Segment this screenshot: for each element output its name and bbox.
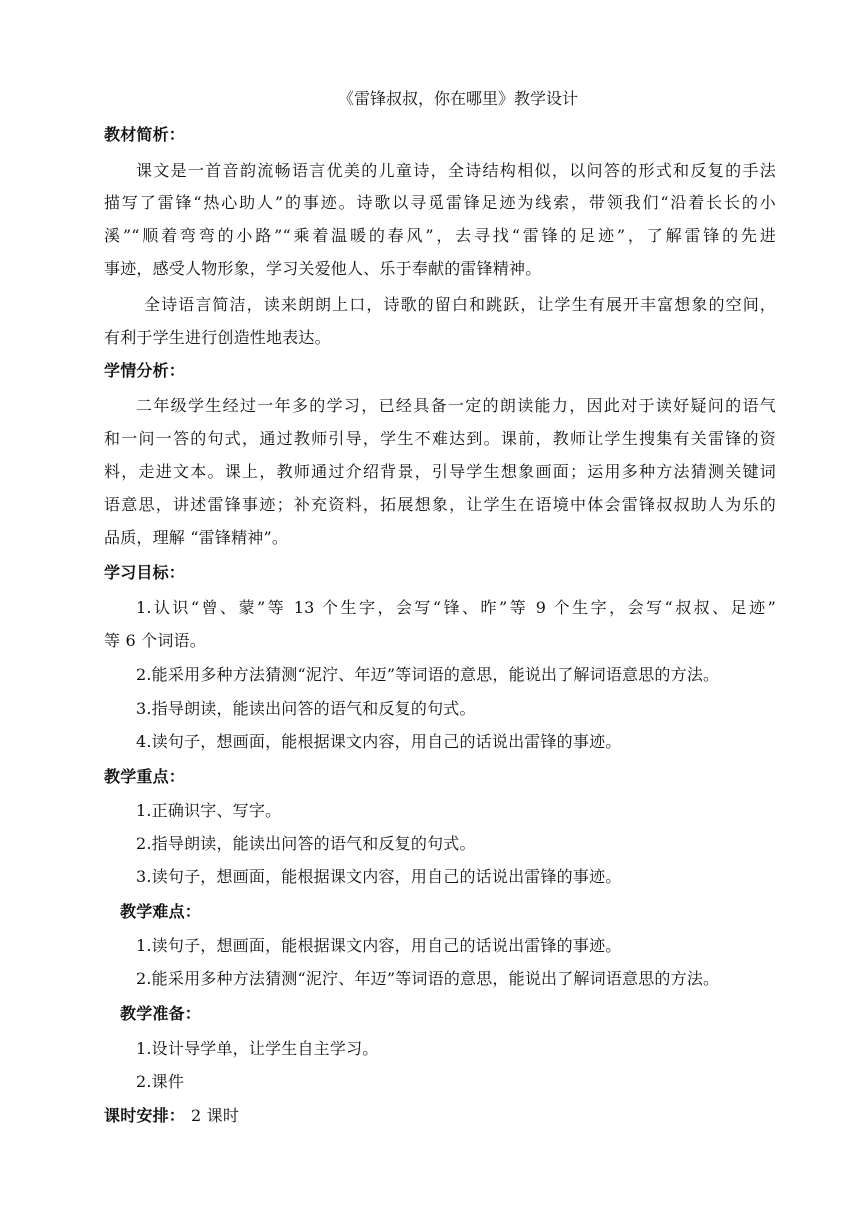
document-title: 《雷锋叔叔，你在哪里》教学设计 [337,89,578,108]
goal-item-3: 3.指导朗读，能读出问答的语气和反复的句式。 [136,699,476,718]
paragraph-line: 和一问一答的句式，通过教师引导，学生不难达到。课前，教师让学生搜集有关雷锋的资 [104,429,776,448]
key-point-item: 2.指导朗读，能读出问答的语气和反复的句式。 [136,834,476,853]
paragraph-line: 语意思，讲述雷锋事迹；补充资料，拓展想象，让学生在语境中体会雷锋叔叔助人为乐的 [104,495,776,514]
goal-item-4: 4.读句子，想画面，能根据课文内容，用自己的话说出雷锋的事迹。 [136,732,622,751]
section-heading-learner: 学情分析： [104,361,186,380]
paragraph-line: 全诗语言简洁，读来朗朗上口，诗歌的留白和跳跃，让学生有展开丰富想象的空间， [144,295,776,314]
section-heading-goals: 学习目标： [104,563,186,582]
difficulty-item: 2.能采用多种方法猜测“泥泞、年迈”等词语的意思，能说出了解词语意思的方法。 [136,969,720,988]
section-heading-textbook: 教材简析： [104,125,186,144]
schedule-value: 2 课时 [191,1106,240,1125]
paragraph-line: 描写了雷锋“热心助人”的事迹。诗歌以寻觅雷锋足迹为线索，带领我们“沿着长长的小 [104,193,776,212]
section-heading-schedule: 课时安排： [104,1106,186,1125]
paragraph-line: 事迹，感受人物形象，学习关爱他人、乐于奉献的雷锋精神。 [104,259,542,278]
preparation-item: 2.课件 [136,1072,185,1091]
difficulty-item: 1.读句子，想画面，能根据课文内容，用自己的话说出雷锋的事迹。 [136,936,622,955]
paragraph-line: 料，走进文本。课上，教师通过介绍背景，引导学生想象画面；运用多种方法猜测关键词 [104,462,776,481]
preparation-item: 1.设计导学单，让学生自主学习。 [136,1039,379,1058]
key-point-item: 1.正确识字、写字。 [136,801,282,820]
paragraph-line: 二年级学生经过一年多的学习，已经具备一定的朗读能力，因此对于读好疑问的语气 [136,396,776,415]
section-heading-key-points: 教学重点： [104,767,186,786]
section-heading-difficulties: 教学难点： [120,902,202,921]
section-heading-preparation: 教学准备： [120,1004,202,1023]
goal-item-1: 1.认识“曾、蒙”等 13 个生字，会写“锋、昨”等 9 个生字，会写“叔叔、足迹” [136,598,776,617]
paragraph-line: 有利于学生进行创造性地表达。 [104,328,331,347]
key-point-item: 3.读句子，想画面，能根据课文内容，用自己的话说出雷锋的事迹。 [136,867,622,886]
schedule-line [104,1105,239,1127]
goal-item-2: 2.能采用多种方法猜测“泥泞、年迈”等词语的意思，能说出了解词语意思的方法。 [136,665,720,684]
goal-item-1-cont: 等 6 个词语。 [104,631,206,650]
paragraph-line: 溪”“顺着弯弯的小路”“乘着温暖的春风”，去寻找“雷锋的足迹”，了解雷锋的先进 [104,226,776,245]
paragraph-line: 品质，理解 “雷锋精神”。 [104,528,289,547]
paragraph-line: 课文是一首音韵流畅语言优美的儿童诗，全诗结构相似，以问答的形式和反复的手法 [136,161,776,180]
